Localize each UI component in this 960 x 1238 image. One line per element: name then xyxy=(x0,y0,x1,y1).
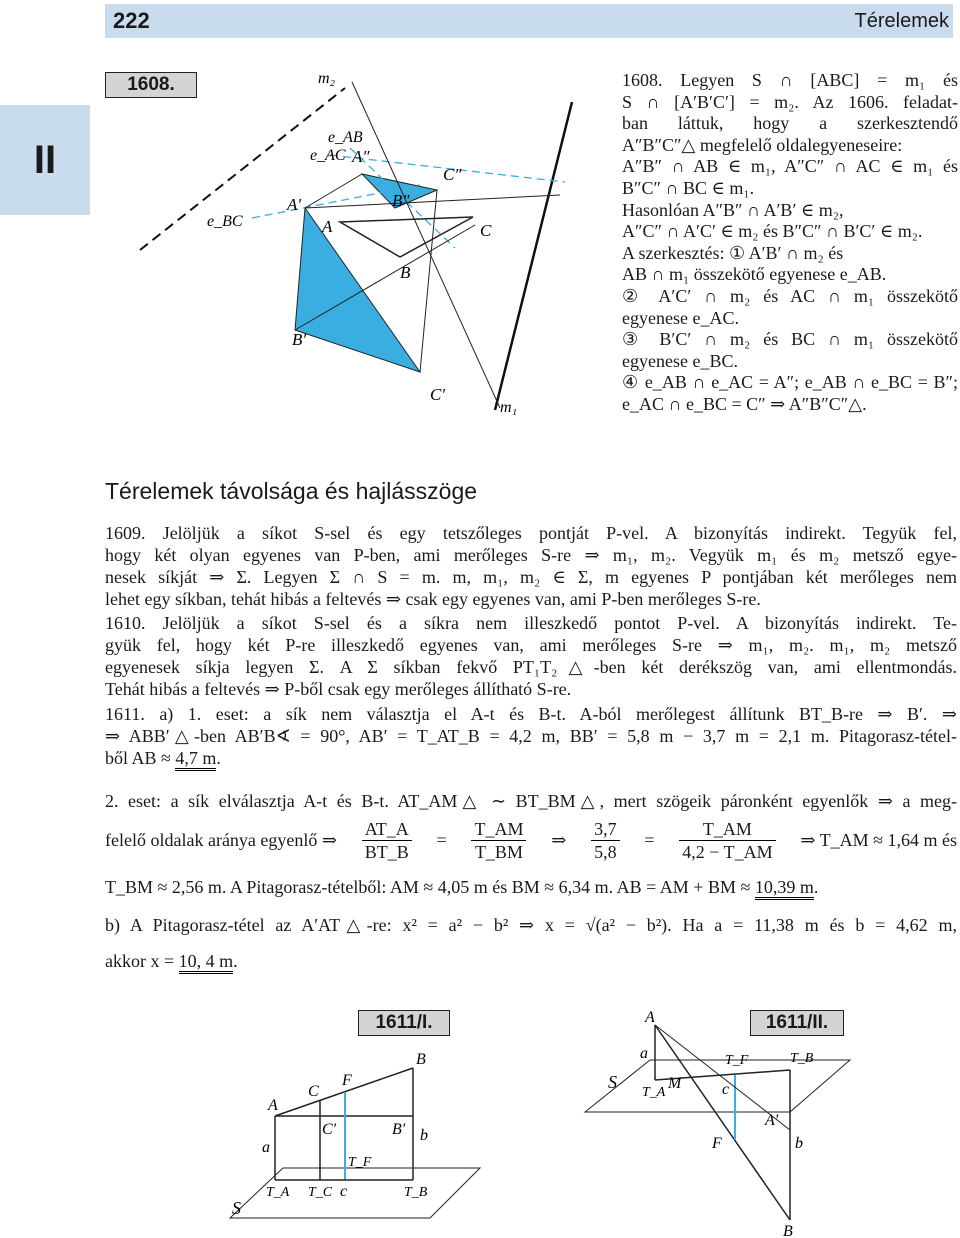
label-c-pt: C xyxy=(308,1083,319,1100)
line-ac-ext xyxy=(305,195,560,208)
ratio-post: ⇒ T_AM ≈ 1,64 m és xyxy=(800,830,957,850)
label-a-pt: A xyxy=(645,1010,655,1026)
line-1608-3: A″B″C″△ megfelelő oldalegyeneseire: xyxy=(622,134,903,155)
line-1611a-1: ⇒ ABB′△-ben AB′B∢ = 90°, AB′ = T_AT_B = 4,2 m, BB′ = 5,8 m − 3,7 m = 2,1 m. Pitagorasz-tétel- xyxy=(105,726,957,746)
line-1611c: T_BM ≈ 2,56 m. A Pitagorasz-tételből: AM ≈ 4,05 m és BM ≈ 6,34 m. AB = AM + BM ≈ xyxy=(105,877,751,897)
fraction-4: $\frac{T\_AM}{4,2 - T\_AM}$ xyxy=(679,818,775,863)
line-1611a-2: ből AB ≈ xyxy=(105,748,171,768)
result-ab-2: 10,39 m xyxy=(755,877,814,900)
line-1608-14: ④ e_AB ∩ e_AC = A″; e_AB ∩ e_BC = B″; xyxy=(622,372,958,393)
label-c: C xyxy=(480,221,492,240)
line-1610-3: Tehát hibás a feltevés ⇒ P-ből csak egy merőleges állítható S-re. xyxy=(105,679,572,699)
line-1610-2: egyenesek síkja legyen Σ. A Σ síkban fekvő PT₁T₂△-ben két derékszög van, ami ellentmondás. xyxy=(105,657,957,677)
triangle-abc xyxy=(340,217,473,257)
line-1608-10: ② A′C′ ∩ m₂ és AC ∩ m₁ összekötő xyxy=(622,285,958,306)
label-ta: T_A xyxy=(642,1085,666,1100)
solution-1611b xyxy=(105,914,957,936)
label-ta: T_A xyxy=(266,1185,290,1200)
label-tf: T_F xyxy=(725,1053,749,1068)
line-1608-12: ③ B′C′ ∩ m₂ és BC ∩ m₁ összekötő xyxy=(622,329,958,350)
line-c-c2 xyxy=(420,190,437,372)
label-ebc: e_BC xyxy=(207,213,243,230)
plane-s xyxy=(585,1060,850,1112)
label-b: B xyxy=(400,263,411,282)
line-1610-1: gyük fel, hogy két P-re illeszkedő egyenes van, ami merőleges S-re ⇒ m₁, m₂. m₁, m₂ metsző xyxy=(105,635,957,655)
label-b-len: b xyxy=(795,1135,803,1152)
label-f-pt: F xyxy=(342,1072,352,1089)
label-f-pt: F xyxy=(712,1135,722,1152)
label-c1-pt: C′ xyxy=(322,1121,337,1138)
label-a1-pt: A′ xyxy=(765,1112,779,1129)
line-1610-0: 1610. Jelöljük a síkot S-sel és a síkra nem illeszkedő pontot P-vel. A bizonyítás indirekt. Te- xyxy=(105,613,957,633)
fraction-1: $\frac{AT\_A}{BT\_B}$ xyxy=(362,818,412,863)
label-eab: e_AB xyxy=(328,129,363,146)
line-1609-2: nesek síkját ⇒ Σ. Legyen Σ ∩ S = m. m, m₁, m₂ ∈ Σ, m egyenes P pontjában két merőleges nem xyxy=(105,567,957,587)
label-a2: A″ xyxy=(352,147,370,166)
line-1608-13: egyenese e_BC. xyxy=(622,350,738,371)
label-c-len: c xyxy=(722,1081,730,1098)
figure-1608 xyxy=(130,65,600,445)
line-1608-9: AB ∩ m₁ összekötő egyenese e_AB. xyxy=(622,264,887,285)
page-header xyxy=(105,4,953,38)
line-1609-0: 1609. Jelöljük a síkot S-sel és egy tetszőleges pontját P-vel. A bizonyítás indirekt. Tegyük fel, xyxy=(105,523,957,543)
label-m: M xyxy=(668,1075,682,1092)
line-1608-1: S ∩ [A′B′C′] = m₂. Az 1606. feladat- xyxy=(622,91,958,112)
label-a-pt: A xyxy=(268,1097,278,1114)
fraction-3: $\frac{3,7}{5,8}$ xyxy=(591,818,620,863)
label-a-len: a xyxy=(640,1045,648,1062)
solution-1608 xyxy=(622,70,958,416)
label-b-pt: B xyxy=(783,1223,793,1238)
solution-1611-tbm: T_BM ≈ 2,56 m. A Pitagorasz-tételből: AM ≈ 4,05 m és BM ≈ 6,34 m. AB = AM + BM ≈ 10,39 m. xyxy=(105,876,957,898)
problem-tag-1611-i: 1611/I. xyxy=(358,1010,450,1036)
label-b-pt: B xyxy=(416,1051,426,1068)
line-1609-1: hogy két olyan egyenes van P-ben, ami merőleges S-re ⇒ m₁, m₂. Vegyük m₁ és m₂ metsző egye- xyxy=(105,545,957,565)
result-ab-1: 4,7 m xyxy=(175,748,216,771)
label-tf: T_F xyxy=(348,1155,372,1170)
line-1608-2: ban láttuk, hogy a szerkesztendő xyxy=(622,113,958,134)
solution-1611a: 1611. a) 1. eset: a sík nem választja el A-t és B-t. A-ból merőlegest állítunk BT_B-re ⇒ B′. ⇒ ⇒ ABB′△-ben AB′B∢ = 90°, AB′ = T_AT_B = 4,2 m, BB′ = 5,8 m − 3,7 m = 2,1 m. Pitagorasz-tétel- ből AB ≈ 4,7 m. xyxy=(105,703,957,769)
line-1611a-0: 1611. a) 1. eset: a sík nem választja el A-t és B-t. A-ból merőlegest állítunk BT_B-re ⇒ B′. ⇒ xyxy=(105,704,957,724)
label-c1: C′ xyxy=(430,385,446,404)
line-1608-8: A szerkesztés: ① A′B′ ∩ m₂ és xyxy=(622,242,844,263)
label-s: S xyxy=(232,1198,241,1218)
label-eac: e_AC xyxy=(310,147,346,164)
line-1608-6: Hasonlóan A″B″ ∩ A′B′ ∈ m₂, xyxy=(622,199,844,220)
label-a: A xyxy=(322,217,333,236)
label-a-len: a xyxy=(262,1139,270,1156)
line-a-a2 xyxy=(305,174,362,208)
solution-1611-case2 xyxy=(105,790,957,812)
result-x: 10, 4 m xyxy=(179,951,234,974)
line-1611d: b) A Pitagorasz-tétel az A′AT△-re: x² = a² − b² ⇒ x = √(a² − b²). Ha a = 11,38 m és b = 4,62 m, xyxy=(105,915,957,935)
line-m1 xyxy=(495,102,572,410)
side-tab: II xyxy=(0,105,90,215)
label-m1: m₁ xyxy=(500,399,518,416)
label-b2: B″ xyxy=(392,191,410,210)
page-number: 222 xyxy=(113,8,150,33)
line-1608-7: A″C″ ∩ A′C′ ∈ m₂ és B″C″ ∩ B′C′ ∈ m₂. xyxy=(622,221,923,242)
figure-1611-ii xyxy=(575,1010,855,1238)
line-1608-4: A″B″ ∩ AB ∈ m₁, A″C″ ∩ AC ∈ m₁ és xyxy=(622,156,958,177)
chapter-title: Térelemek xyxy=(854,10,949,32)
line-1608-15: e_AC ∩ e_BC = C″ ⇒ A″B″C″△. xyxy=(622,393,867,414)
figure-1611-i xyxy=(215,1040,485,1238)
line-1611b: 2. eset: a sík elválasztja A-t és B-t. AT_AM△ ∼ BT_BM△, mert szögeik páronként egyenlők ⇒ a meg- xyxy=(105,791,957,811)
problem-tag-1608: 1608. xyxy=(105,72,197,98)
label-c2: C″ xyxy=(443,165,462,184)
label-tb: T_B xyxy=(790,1051,814,1066)
label-b1-pt: B′ xyxy=(392,1121,406,1138)
label-m2: m₂ xyxy=(318,70,336,87)
ratio-line: felelő oldalak aránya egyenlő ⇒ $\frac{AT\_A}{BT\_B}$ = $\frac{T\_AM}{T\_BM}$ ⇒ $\frac{3,7}{5,8}$ = $\frac{T\_AM}{4,2 - T\_AM}$ ⇒ T_AM ≈ 1,64 m és xyxy=(105,818,957,862)
line-1608-5: B″C″ ∩ BC ∈ m₁. xyxy=(622,177,755,198)
label-c-len: c xyxy=(340,1183,348,1200)
solution-1609 xyxy=(105,522,957,610)
label-tb: T_B xyxy=(404,1185,428,1200)
line-1611e: akkor x = xyxy=(105,951,175,971)
ratio-pre: felelő oldalak aránya egyenlő ⇒ xyxy=(105,830,337,850)
solution-1611b-result: akkor x = 10, 4 m. xyxy=(105,950,957,972)
line-1609-3: lehet egy síkban, tehát hibás a feltevés ⇒ csak egy egyenes van, ami P-ben merőleges S-re. xyxy=(105,589,761,609)
label-b-len: b xyxy=(420,1127,428,1144)
fraction-2: $\frac{T\_AM}{T\_BM}$ xyxy=(471,818,526,863)
section-title: Térelemek távolsága és hajlásszöge xyxy=(105,478,478,504)
label-b1: B′ xyxy=(292,330,307,349)
solution-1610 xyxy=(105,612,957,700)
problem-tag-1611-ii: 1611/II. xyxy=(750,1010,844,1036)
line-1608-11: egyenese e_AC. xyxy=(622,307,739,328)
line-m2-a2 xyxy=(352,82,500,408)
label-a1: A′ xyxy=(287,195,302,214)
label-tc: T_C xyxy=(308,1185,333,1200)
label-s: S xyxy=(608,1072,617,1092)
line-1608-0: 1608. Legyen S ∩ [ABC] = m₁ és xyxy=(622,70,958,90)
